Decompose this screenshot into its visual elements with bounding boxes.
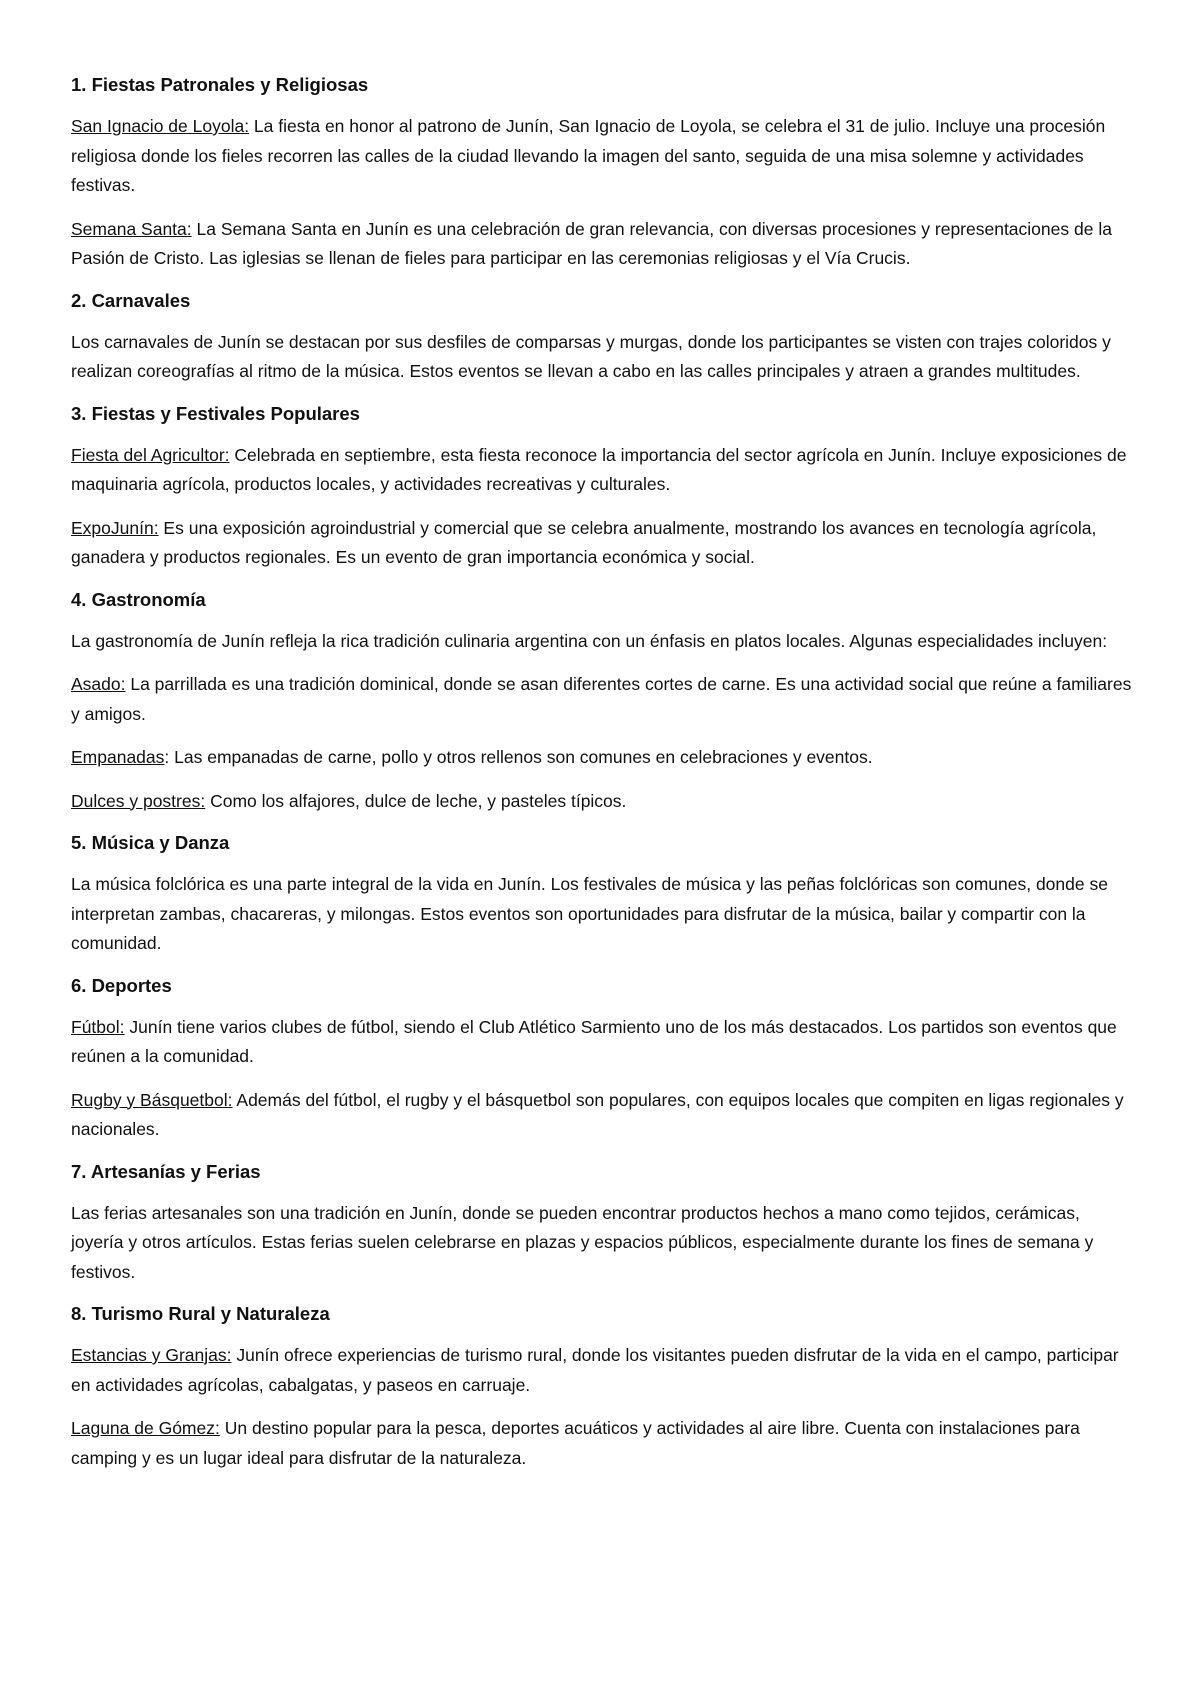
paragraph-text: La parrillada es una tradición dominical, donde se asan diferentes cortes de carne. Es una actividad social que reúne a familiares y amigos.: [71, 674, 1132, 724]
section-heading: 1. Fiestas Patronales y Religiosas: [71, 74, 369, 95]
paragraph-text: La gastronomía de Junín refleja la rica tradición culinaria argentina con un énfasis en platos locales. Algunas especialidades incluyen:: [71, 630, 1108, 651]
paragraph: [71, 670, 1137, 729]
paragraph-text: Como los alfajores, dulce de leche, y pasteles típicos.: [205, 790, 627, 811]
term: Fiesta del Agricultor:: [71, 444, 230, 465]
paragraph-text: La Semana Santa en Junín es una celebración de gran relevancia, con diversas procesiones y representaciones de la Pasión de Cristo. Las iglesias se llenan de fieles para participar en las ceremonias religiosas y el Vía Crucis.: [71, 218, 1112, 268]
paragraph: [71, 328, 1137, 387]
paragraph-text: Un destino popular para la pesca, deportes acuáticos y actividades al aire libre. Cuenta con instalaciones para camping y es un lugar ideal para disfrutar de la naturaleza.: [71, 1418, 1080, 1468]
paragraph: [71, 1086, 1137, 1145]
term: Semana Santa:: [71, 218, 192, 239]
paragraph: [71, 787, 1137, 817]
section-heading: 3. Fiestas y Festivales Populares: [71, 402, 360, 424]
document-page: [71, 72, 1137, 1487]
paragraph-text: Las ferias artesanales son una tradición en Junín, donde se pueden encontrar productos hechos a mano como tejidos, cerámicas, joyería y otros artículos. Estas ferias suelen celebrarse en plazas y espacios públicos, especialmente durante los fines de semana y festivos.: [71, 1202, 1094, 1282]
paragraph-text: Junín tiene varios clubes de fútbol, siendo el Club Atlético Sarmiento uno de los más destacados. Los partidos son eventos que reúnen a la comunidad.: [71, 1016, 1117, 1066]
term: ExpoJunín:: [71, 517, 159, 538]
section-heading: 4. Gastronomía: [71, 588, 206, 610]
term: Laguna de Gómez:: [71, 1418, 220, 1438]
section-heading: 2. Carnavales: [71, 289, 191, 311]
paragraph-text: Es una exposición agroindustrial y comercial que se celebra anualmente, mostrando los avances en tecnología agrícola, ganadera y productos regionales. Es un evento de gran importancia económica y social.: [71, 517, 1097, 567]
term: Dulces y postres:: [71, 790, 206, 811]
paragraph-text: Además del fútbol, el rugby y el básquetbol son populares, con equipos locales que compiten en ligas regionales y nacionales.: [71, 1089, 1124, 1139]
paragraph: [71, 1199, 1137, 1288]
paragraph-text: Los carnavales de Junín se destacan por sus desfiles de comparsas y murgas, donde los participantes se visten con trajes coloridos y realizan coreografías al ritmo de la música. Estos eventos se llevan a cabo en las calles principales y atraen a grandes multitudes.: [71, 331, 1111, 381]
paragraph-text: La fiesta en honor al patrono de Junín, San Ignacio de Loyola, se celebra el 31 de julio. Incluye una procesión religiosa donde los fieles recorren las calles de la ciudad llevando la imagen del santo, seguida de una misa solemne y actividades festivas.: [71, 116, 1106, 195]
paragraph: [71, 1013, 1137, 1072]
paragraph-text: La música folclórica es una parte integral de la vida en Junín. Los festivales de música y las peñas folclóricas son comunes, donde se interpretan zambas, chacareras, y milongas. Estos eventos son oportunidades para disfrutar de la música, bailar y compartir con la comunidad.: [71, 874, 1108, 953]
section-heading: 8. Turismo Rural y Naturaleza: [71, 1303, 330, 1324]
term: Rugby y Básquetbol:: [71, 1089, 233, 1110]
section-heading: 6. Deportes: [71, 974, 172, 996]
term: Empanadas: [71, 747, 165, 767]
paragraph: [71, 870, 1137, 959]
section-heading: 5. Música y Danza: [71, 832, 230, 853]
paragraph: [71, 627, 1137, 657]
paragraph: [71, 441, 1137, 500]
term: Estancias y Granjas:: [71, 1345, 232, 1365]
paragraph: [71, 1341, 1137, 1400]
section-heading: 7. Artesanías y Ferias: [71, 1160, 261, 1182]
paragraph: [71, 215, 1137, 274]
term: Asado:: [71, 674, 126, 694]
paragraph-text: Junín ofrece experiencias de turismo rural, donde los visitantes pueden disfrutar de la vida en el campo, participar en actividades agrícolas, cabalgatas, y paseos en carruaje.: [71, 1345, 1119, 1395]
paragraph-text: : Las empanadas de carne, pollo y otros rellenos son comunes en celebraciones y eventos.: [164, 747, 873, 767]
paragraph: [71, 514, 1137, 573]
paragraph: [71, 112, 1137, 201]
paragraph-text: Celebrada en septiembre, esta fiesta reconoce la importancia del sector agrícola en Junín. Incluye exposiciones de maquinaria agrícola, productos locales, y actividades recreativas y culturales.: [71, 444, 1127, 494]
term: San Ignacio de Loyola:: [71, 116, 250, 136]
paragraph: [71, 1414, 1137, 1473]
term: Fútbol:: [71, 1016, 125, 1037]
paragraph: [71, 743, 1137, 773]
